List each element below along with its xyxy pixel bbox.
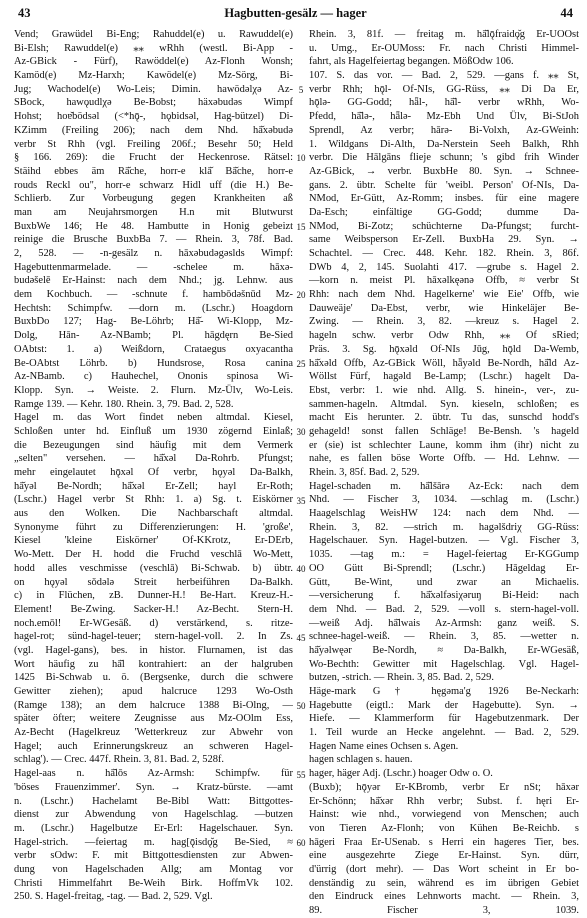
text-line: NMod, Er-Gütt, Az-Romm; insbes. für eine magere	[309, 193, 579, 205]
line-number: 20	[296, 290, 306, 301]
text-line: 89. Fischer 3, 1039.	[309, 905, 579, 916]
text-line: OO Gütt Bi-Sprendl; (Lschr.) Hāgeldag Er-	[309, 562, 579, 574]
text-line: Kamöd(e) Mz-Harxh; Kawödel(e) Mz-Sörg, Bi-	[14, 70, 293, 82]
text-line: hodd alles veschmisse (veschlā) Bi-Schwab. b) übtr.	[14, 562, 293, 574]
text-line: „selten" versehen. — hā̆xəl Da-Rohrb. Pfungst;	[14, 453, 293, 465]
text-line: Hagel; auch Erinnerungskreuz an schweren Hagel-	[14, 740, 293, 752]
right-column	[309, 28, 579, 916]
text-line: Haagelschlag WeisHW 124: nach dem Nhd. —	[309, 508, 579, 520]
text-line: § 166. 269): die Frucht der Heckenrose. Rätsel:	[14, 152, 293, 164]
text-line: (vgl. Hagel-gans), bes. in histor. Flurnamen, ist das	[14, 644, 293, 656]
text-line: Gütt, Be-Wint, und zwar an Michaelis.	[309, 576, 579, 588]
text-line: Stäihd ebbes äm Rā̆che, horr-e klā̆ Bā̆che, horr-e	[14, 165, 293, 177]
text-line: c) in Flüchen, zB. Dunner-H.! Be-Hart. Kreuz-H.-	[14, 590, 293, 602]
text-line: verbr St Rhh (vgl. Freiling 206f.; Besehr 50; Held	[14, 138, 293, 150]
text-line: d'ürrig (dort mehr). — Das Wort scheint in Er bo-	[309, 863, 579, 875]
text-line: Hagel-aas n. hā̆lōs Az-Armsh: Schimpfw. für	[14, 768, 293, 780]
text-line: Hiefe. — Klammerform für Hagebutzenmark. Der	[309, 713, 579, 725]
text-line: Az-NBamb. c) Hauhechel, Ononis spinosa Wi-	[14, 371, 293, 383]
text-line: später öfter; weitere Zeugnisse aus Mz-OOlm Ess,	[14, 713, 293, 725]
text-line: Wöllst Fürf, hagəld Be-Lamp; (Lschr.) hagelt Da-	[309, 371, 579, 383]
text-line: dem Kochbuch. — -schnute f. hambōdəšnūd Mz-	[14, 289, 293, 301]
text-line: rouds Reckl ou", horr-e schwarz Hidl uff (die H.) Be-	[14, 179, 293, 191]
text-line: 'böses Frauenzimmer'. Syn. → Kratz-bürste. —amt	[14, 781, 293, 793]
line-number: 50	[296, 701, 306, 712]
text-line: Hagelschauer. Syn. Hagel-butzen. — Vgl. Fischer 3,	[309, 535, 579, 547]
text-line: Rhein. 3, 85f. Bad. 2, 529.	[309, 467, 420, 478]
text-line: macht Eis herunter. 2. übtr. Tu das, sunschd hodd's	[309, 412, 579, 424]
text-line: nahe, es fallen böse Worte Offb. — Hd. Lehnw. —	[309, 453, 579, 465]
text-line: Schlierb. Zur Vorbeugung gegen Krankheiten aß	[14, 193, 293, 205]
text-line: Hagen Name eines Ochsen s. Agen.	[309, 740, 459, 752]
text-line: hager, häger Adj. (Lschr.) hoager Odw o. O.	[309, 768, 493, 780]
text-line: dienst zur Abwendung von Hagelschlag. —butzen	[14, 809, 293, 821]
running-title: Hagbutten-gesälz — hager	[224, 6, 367, 20]
text-line: Dolg, Hān- Az-NBamb; Pl. hāgdęrn Be-Sied	[14, 330, 293, 342]
line-number: 45	[296, 632, 306, 643]
text-line: 1425 Bi-Schwab u. ö. (Bergsenke, durch die schwere	[14, 672, 293, 684]
text-line: Wo-Bechth: Gewitter mit Hagelschlag. Vgl. Hagel-	[309, 658, 579, 670]
text-line: Az-GBick, → verbr. BuxbHe 80. Syn. → Schnee-	[309, 165, 579, 177]
text-line: Hagebuttenmarmelade. — -schelee m. hāxə-	[14, 261, 293, 273]
text-line: Rhein. 3, 81f. — freitag m. hā̆lǭfraidǫ̆g Er-UOOst	[309, 29, 579, 40]
text-line: Gewitter ziehen); apud halcruce 1293 Wo-Osth	[14, 686, 293, 697]
text-line: —versicherung f. hā̆xəlfəsiχəruŋ Bi-Heid: nach	[309, 590, 579, 602]
text-line: eine ausgezehrte Ziege Er-Hainst. Syn. dürr,	[309, 850, 579, 862]
text-line: Schloßen unter hd. Einfluß um 1930 zögernd Einlaß;	[14, 425, 293, 437]
text-line: Da-Esch; einfältige GG-Godd; dumme Da-	[309, 206, 579, 218]
text-line: Präs. 3. Sg. hǭxəld Of-NIs Jūg, hǭld Da-Wemb,	[309, 343, 579, 355]
text-line: Er-Schönn; hā̆xər Rhh verbr; Subst. f. hęri Er-	[309, 795, 579, 807]
text-line: mehr eingelautet hǭxəl Of verbr, hǫyəl Da-Balkh,	[14, 467, 293, 478]
text-line: (Lschr.) Hagel verbr St Rhh: 1. a) Sg. t. Eiskörner	[14, 494, 293, 506]
text-line: aus den Wolken. Die Nachbarschaft altmdal.	[14, 508, 293, 520]
text-line: gans. 2. übtr. Schelte für 'weibl. Person' Of-NIs, Da-	[309, 179, 579, 191]
text-line: verbr. Die Hālgāns flieje schunn; 's gibd frih Winder	[309, 152, 579, 164]
text-line: Rhh: nach dem Nhd. Hagelkerne' wie Eie' Offb, wie	[309, 289, 579, 301]
text-line: Häge-mark G† hęgəma'g 1926 Be-Neckarh:	[309, 686, 579, 697]
text-line: (Buxb); hǭyər Er-KBromb, verbr Er nSt; hāxər	[309, 781, 579, 793]
text-line: BuxbWe 146; He 48. Hambutte in Honig gebeizt	[14, 220, 293, 232]
text-line: u. Umg., Er-OUMoss: Fr. nach Christi Himmel-	[309, 42, 579, 54]
text-line: schnee-hagel-weiß. — Rhein. 3, 85. —wetter n.	[309, 631, 579, 643]
text-line: 107. S. das vor. — Bad. 2, 529. —gans f. ⁎⁎ St,	[309, 70, 579, 82]
text-line: Hagel-schaden m. hā̆lšārə Az-Eck: nach dem	[309, 480, 579, 492]
text-line: Hagebutte (eigtl.: Mark der Hagebutte). Syn. →	[309, 699, 579, 711]
line-number: 15	[296, 221, 306, 232]
text-line: hǭlə- GG-Godd; hǟl-, hā̆l- verbr wRhh, Wo-	[309, 97, 579, 109]
text-line: denständig zu sein, während es im übrigen Gebiet	[309, 877, 579, 889]
text-line: 1035. —tag m.: = Hagel-feiertag Er-KGGump	[309, 549, 579, 561]
text-line: budəšelē Er-Hainst: nach dem Nhd.; jg. Lehnw. aus	[14, 275, 293, 287]
text-line: Dauweäje' Da-Ebst, verbr, wie Hinkeläjer Be-	[309, 302, 579, 314]
text-line: DWb 4, 2, 145. Suolahti 417. —grube s. Hagel 2.	[309, 261, 579, 273]
text-line: —weiß Adj. hā̆lwais Az-Armsh: ganz weiß. S.	[309, 617, 579, 629]
text-line: Hechtsh: Schimpfw. —dorn m. (Lschr.) Hoagdorn	[14, 302, 293, 314]
text-line: SBock, hawǫudlχə Be-Bobst; häxəbudəs Wimpf	[14, 97, 293, 109]
text-line: Hainst: wie nhd., vorwiegend von Menschen; auch	[309, 809, 579, 821]
text-line: Schachtel. — Crec. 448. Kehr. 182. Rhein. 3, 86f.	[309, 248, 579, 259]
text-line: hāgeri Fraa Er-USenab. s Herri ein hageres Tier, bes.	[309, 836, 579, 848]
text-line: verbr Rhh; hǭl- Of-NIs, GG-Rüss, ⁎⁎ Di Da Er,	[309, 83, 579, 95]
line-number-gutter	[293, 28, 309, 868]
text-line: hā̆yəlwęər Be-Nordh, ≈ Da-Balkh, Er-WGesäß,	[309, 644, 579, 656]
text-line: von Tieren Az-Flonh; von Kühen Be-Reichb. s	[309, 822, 579, 834]
text-line: butzen, -strich. — Rhein. 3, 85. Bad. 2, 529.	[309, 672, 494, 684]
text-line: NMod, Bi-Zotz; schüchterne Da-Pfungst; furcht-	[309, 220, 579, 232]
text-line: n. (Lschr.) Hachelamt Be-Bibl Watt: Bittgottes-	[14, 795, 293, 807]
line-number: 40	[296, 564, 306, 575]
text-line: KZimm (Freiling 206); nach dem Nhd. hā̆xəbudə	[14, 124, 293, 136]
text-line: dem Nhd. — Bad. 2, 529. —voll s. stern-hagel-voll.	[309, 603, 579, 615]
line-number: 30	[296, 427, 306, 438]
text-line: gehageld! sonst fallen Schläge! Be-Bensh. 's hageld	[309, 425, 579, 437]
text-line: Nhd. — Fischer 3, 1034. —schlag m. (Lschr.)	[309, 494, 579, 506]
text-line: hā̆yəl Be-Nordh; hā̆xəl Er-Zell; hayl Er-Roth;	[14, 480, 293, 492]
text-line: Zwing. — Rhein. 3, 82. —kreuz s. Hagel 2.	[309, 316, 579, 328]
text-line: den Eindruck eines Lehnworts macht. — Rhein. 3,	[309, 891, 579, 903]
text-line: Wo-Mett. Der H. hodd die Fruchd veschlā Wo-Mett,	[14, 549, 293, 561]
text-line: hagel-rot; sünd-hagel-teuer; stern-hagel-voll. 2. In Zs.	[14, 631, 293, 643]
text-line: Jug; Wachodel(e) Wo-Leis; Dimin. hawödəlχə Az-	[14, 83, 293, 95]
page-header	[18, 6, 573, 22]
text-line: sammen-hageln. Altmdal. Syn. kieseln, schloßen; es	[309, 398, 579, 410]
line-number: 35	[296, 495, 306, 506]
text-line: 1. Wildgans Di-Alth, Da-Nerstein Seeh Balkh, Rhh	[309, 138, 579, 150]
text-line: hageln schw. verbr Odw Rhh, ⁎⁎ Of sRied;	[309, 330, 579, 342]
text-line: Az-Becht (Hagelkreuz 'Wetterkreuz zur Abwehr von	[14, 727, 293, 739]
text-line: reinige die Brusche BuxbBa 7. — Rhein. 3, 78f. Bad.	[14, 234, 293, 246]
text-line: Vend; Grawüdel Bi-Eng; Rahuddel(e) u. Rawuddel(e)	[14, 29, 293, 40]
line-number: 55	[296, 769, 306, 780]
text-line: Hohst; hoɐ̆bödsəl (<*hǭ-, hǫbidsəl, Hag-bützel) Di-	[14, 111, 293, 123]
text-line: Hagel m. das Wort findet neben altmdal. Kiesel,	[14, 412, 293, 424]
text-line: Rhein. 3, 82. —strich m. hagəlšdriχ GG-Rüss:	[309, 521, 579, 533]
text-line: fahrt, als Hagelfeiertag begangen. MößOdw 106.	[309, 56, 514, 68]
text-line: (Ramge 138); an dem halcruce 1388 Bi-Olng, —	[14, 699, 293, 711]
text-line: hagen schlagen s. hauen.	[309, 754, 413, 766]
text-line: 1. Teil wurde an Hecke angelehnt. — Bad. 2, 529.	[309, 727, 579, 739]
page-number-right: 44	[560, 6, 573, 20]
text-line: same Weibsperson Er-Zell. BuxbHa 29. Syn. →	[309, 234, 579, 246]
text-line: Hagel-strich. —feiertag m. hag[ǭisdǫ̆g Be-Sied, ≈	[14, 836, 293, 848]
text-line: Pfedd, hā̆lə-, hǟlə- Mz-Ebh Und Ülv, Bi-StJoh	[309, 111, 579, 123]
text-line: 250. S. Hagel-freitag, -tag. — Bad. 2, 529. Vgl.	[14, 891, 213, 903]
page-number-left: 43	[18, 6, 31, 20]
line-number: 10	[296, 153, 306, 164]
text-line: Klopp. Syn. → Weiste. 2. Flurn. Mz-Ülv, Wo-Leis.	[14, 384, 293, 396]
line-number: 5	[298, 84, 304, 95]
text-line: Sprendl, Az verbr; hārə- Bi-Volxh, Az-GWeinh:	[309, 124, 579, 136]
text-line: OAbtst: 1. a) Weißdorn, Crataegus oxyacantha	[14, 343, 293, 355]
text-line: dung von Hagelschaden Allg; am Montag vor	[14, 863, 293, 875]
text-line: Synonyme führt zu Differenzierungen: H. 'große',	[14, 521, 293, 533]
text-line: hā̆xəld Offb, Az-GBick Wöll, hǟyəld Be-Nordh, hā̆ld Az-	[309, 357, 579, 369]
text-line: Ebst, verbr: 1. wie nhd. Allg. S. hinein-, ver-, zu-	[309, 384, 579, 396]
text-line: Christi Himmelfahrt Be-Weih Birk. HoffmVk 102.	[14, 877, 293, 889]
text-line: —korn n. meist Pl. hāxəlkęənə Offb, ≈ verbr St	[309, 275, 579, 287]
text-line: Ramge 139. — Kehr. 180. Rhein. 3, 79. Bad. 2, 528.	[14, 398, 234, 410]
text-line: Az-GBick - Fürf), Rawöddel(e) Az-Flonh Wonsh;	[14, 56, 293, 68]
text-line: Be-OAbtst Löhrb. b) Hundsrose, Rosa canina	[14, 357, 293, 369]
text-line: Bi-Elsh; Rawuddel(e) ⁎⁎ wRhh (westl. Bi-App -	[14, 42, 293, 54]
text-line: 2, 528. — -n-gesälz n. hāxəbudəgəslds Wimpf:	[14, 248, 293, 259]
text-line: BuxbDo 127; Hag- Be-Löhrb; Hā̆- Wi-Klopp, Mz-	[14, 316, 293, 328]
text-line: Wort häufig zu hā̆l kontrahiert: an der halgruben	[14, 658, 293, 670]
text-line: die Bezeugungen sind häufig mit dem Vermerk	[14, 439, 293, 451]
text-line: schlag'). — Crec. 447f. Rhein. 3, 81. Bad. 2, 528f.	[14, 754, 225, 766]
text-line: Element! Be-Zwing. Sacker-H.! Az-Becht. Stern-H.	[14, 603, 293, 615]
line-number: 60	[296, 838, 306, 849]
text-line: Kiesel 'kleine Eiskörner' Of-KKrotz, Er-DErb,	[14, 535, 293, 547]
left-column	[14, 28, 293, 903]
text-line: man am Neujahrsmorgen H.n mit Blutwurst	[14, 206, 293, 218]
line-number: 25	[296, 358, 306, 369]
text-line: verbr sOdw: F. mit Bittgottesdiensten zur Abwen-	[14, 850, 293, 862]
text-line: er (sie) ist schlechter Laune, komm ihm (ihr) nicht zu	[309, 439, 579, 451]
text-line: noch.emōl! Er-WGesäß. d) verstärkend, s. ritze-	[14, 617, 293, 629]
text-line: on hǫyəl sǒdələ Streit herbeiführen Da-Balkh.	[14, 576, 293, 588]
text-line: m. (Lschr.) Hagelbutze Er-Erl: Hagelschauer. Syn.	[14, 822, 293, 834]
